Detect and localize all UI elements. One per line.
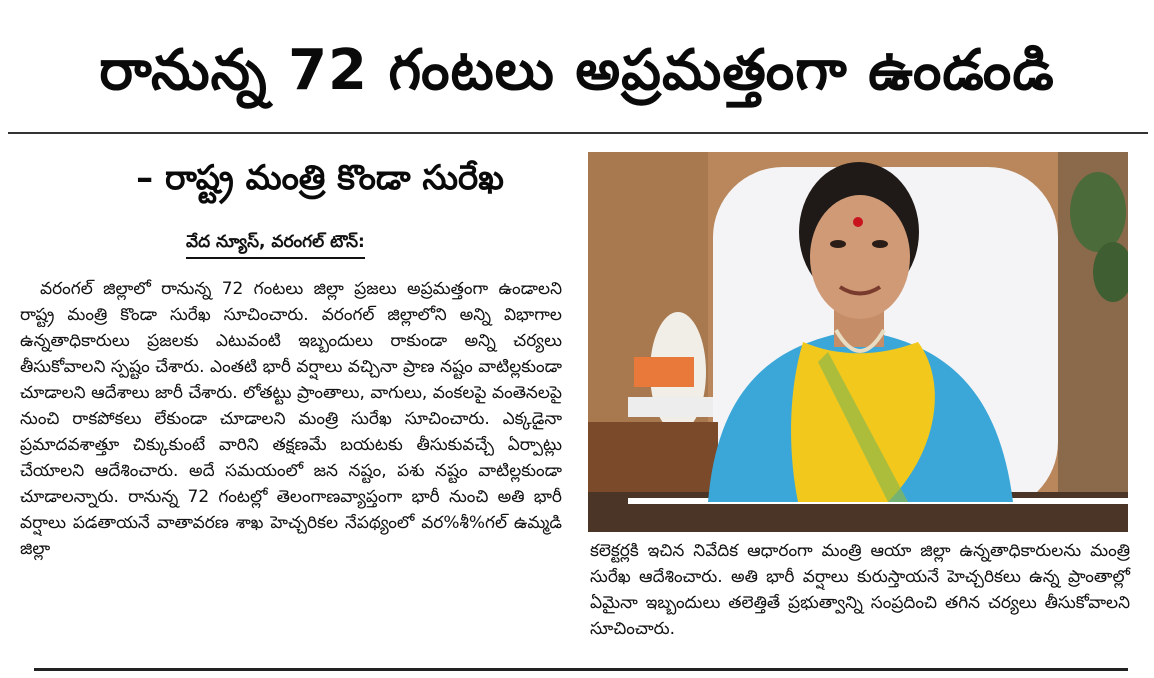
headline-divider <box>8 132 1148 134</box>
headline: రానున్న 72 గంటలు అప్రమత్తంగా ఉండండి <box>99 38 1055 103</box>
article-body-right-column: కలెక్టర్లకి ఇచిన నివేదిక ఆధారంగా మంత్రి ఆయా జిల్లా ఉన్నతాధికారులను మంత్రి సురేఖ ఆదేశించారు. అతి భారీ వర్షాలు కురుస్తాయనే హెచ్చరికలు ఉన్న ప్రాంతాల్లో ఏమైనా ఇబ్బందులు తలెత్తితే ప్రభుత్వాన్ని సంప్రదించి తగిన చర్యలు తీసుకోవాలని సూచించారు. <box>590 541 1130 639</box>
article-body-left-column: వరంగల్ జిల్లాలో రానున్న 72 గంటలు జిల్లా ప్రజలు అప్రమత్తంగా ఉండాలని రాష్ట్ర మంత్రి కొండా సురేఖ సూచించారు. వరంగల్ జిల్లాలోని అన్ని విభాగాల ఉన్నతాధికారులు ప్రజలకు ఎటువంటి ఇబ్బందులు రాకుండా అన్ని చర్యలు తీసుకోవాలని స్పష్టం చేశారు. ఎంతటి భారీ వర్షాలు వచ్చినా ప్రాణ నష్టం వాటిల్లకుండా చూడాలని ఆదేశాలు జారీ చేశారు. లోతట్టు ప్రాంతాలు, వాగులు, వంకలపై వంతెనలపై నుంచి రాకపోకలు లేకుండా చూడాలని మంత్రి సురేఖ సూచించారు. ఎక్కడైనా ప్రమాదవశాత్తూ చిక్కుకుంటే వారిని తక్షణమే బయటకు తీసుకువచ్చే ఏర్పాట్లు చేయాలని ఆదేశించారు. అదే సమయంలో జన నష్టం, పశు నష్టం వాటిల్లకుండా చూడాలన్నారు. రానున్న 72 గంటల్లో తెలంగాణవ్యాప్తంగా భారీ నుంచి అతి భారీ వర్షాలు పడతాయనే వాతావరణ శాఖ హెచ్చరికల నేపథ్యంలో వర%శీ%గల్ ఉమ్మడి జిల్లా <box>20 279 562 559</box>
bottom-divider <box>34 668 1128 671</box>
subheadline: – రాష్ట్ర మంత్రి కొండా సురేఖ <box>136 158 504 198</box>
dateline: వేద న్యూస్, వరంగల్ టౌన్: <box>186 232 365 259</box>
minister-photo <box>588 152 1128 532</box>
